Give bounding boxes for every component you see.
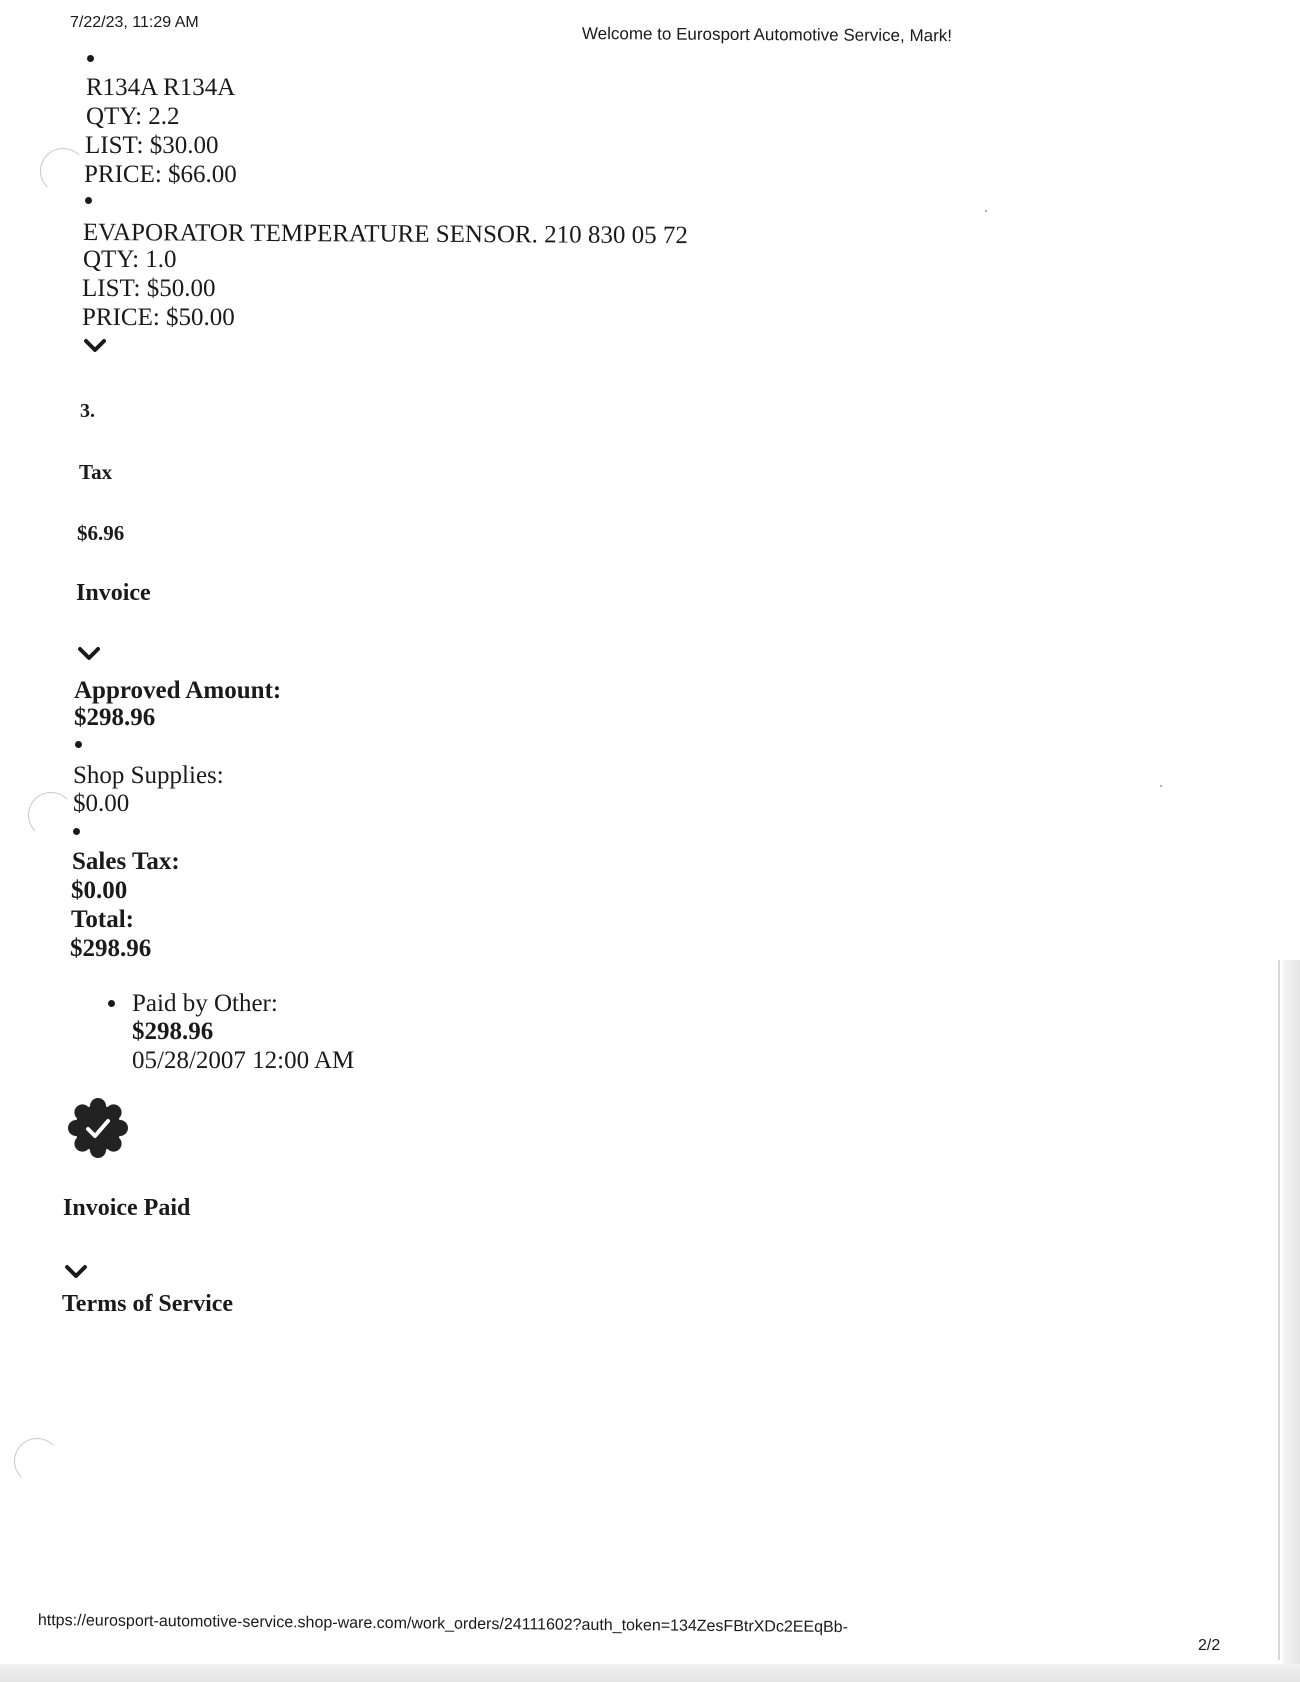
invoice-paid-status: Invoice Paid bbox=[63, 1195, 191, 1221]
shop-supplies-label: Shop Supplies: bbox=[73, 762, 224, 789]
punch-hole bbox=[40, 148, 86, 194]
part-name: EVAPORATOR TEMPERATURE SENSOR. 210 830 05 72 bbox=[82, 218, 688, 250]
page-edge-line bbox=[1278, 960, 1280, 1660]
total-label: Total: bbox=[71, 906, 134, 933]
part-price: PRICE: $50.00 bbox=[82, 304, 235, 331]
tax-label: Tax bbox=[79, 460, 113, 484]
scan-speck bbox=[985, 210, 987, 212]
list-bullet bbox=[108, 1000, 115, 1007]
page-number: 2/2 bbox=[1198, 1637, 1221, 1654]
part-name: R134A R134A bbox=[86, 74, 236, 101]
chevron-down-icon[interactable] bbox=[83, 338, 107, 354]
print-timestamp: 7/22/23, 11:29 AM bbox=[70, 14, 199, 31]
shop-supplies-value: $0.00 bbox=[73, 790, 130, 817]
part-list-price: LIST: $30.00 bbox=[85, 132, 219, 159]
chevron-down-icon[interactable] bbox=[64, 1264, 88, 1280]
list-bullet bbox=[85, 197, 92, 204]
payment-amount: $298.96 bbox=[132, 1018, 214, 1045]
part-qty: QTY: 1.0 bbox=[83, 246, 177, 273]
list-bullet bbox=[75, 741, 82, 748]
list-bullet bbox=[73, 828, 80, 835]
list-bullet bbox=[87, 55, 94, 62]
invoice-heading: Invoice bbox=[76, 580, 151, 606]
sales-tax-value: $0.00 bbox=[71, 877, 128, 904]
punch-hole bbox=[14, 1438, 60, 1484]
part-qty: QTY: 2.2 bbox=[86, 103, 180, 130]
approved-amount-value: $298.96 bbox=[74, 704, 156, 731]
part-list-price: LIST: $50.00 bbox=[82, 275, 216, 302]
page-edge-bottom bbox=[0, 1664, 1300, 1682]
chevron-down-icon[interactable] bbox=[77, 646, 101, 662]
approved-amount-label: Approved Amount: bbox=[74, 677, 282, 704]
footer-url: https://eurosport-automotive-service.shop-ware.com/work_orders/24111602?auth_token=134ZesFBtrXDc2EEqBb- bbox=[37, 1612, 849, 1637]
payment-date: 05/28/2007 12:00 AM bbox=[132, 1047, 355, 1074]
terms-of-service-link[interactable]: Terms of Service bbox=[62, 1291, 234, 1317]
welcome-message: Welcome to Eurosport Automotive Service, Mark! bbox=[581, 24, 953, 46]
total-value: $298.96 bbox=[70, 935, 152, 962]
punch-hole bbox=[28, 792, 74, 838]
payment-label: Paid by Other: bbox=[132, 990, 278, 1017]
check-badge-icon bbox=[68, 1098, 128, 1158]
sales-tax-label: Sales Tax: bbox=[72, 848, 180, 875]
scan-speck bbox=[1160, 785, 1162, 787]
tax-amount: $6.96 bbox=[77, 521, 125, 545]
part-price: PRICE: $66.00 bbox=[84, 161, 237, 188]
page-edge-right bbox=[1283, 960, 1300, 1682]
line-item-number: 3. bbox=[80, 400, 95, 422]
